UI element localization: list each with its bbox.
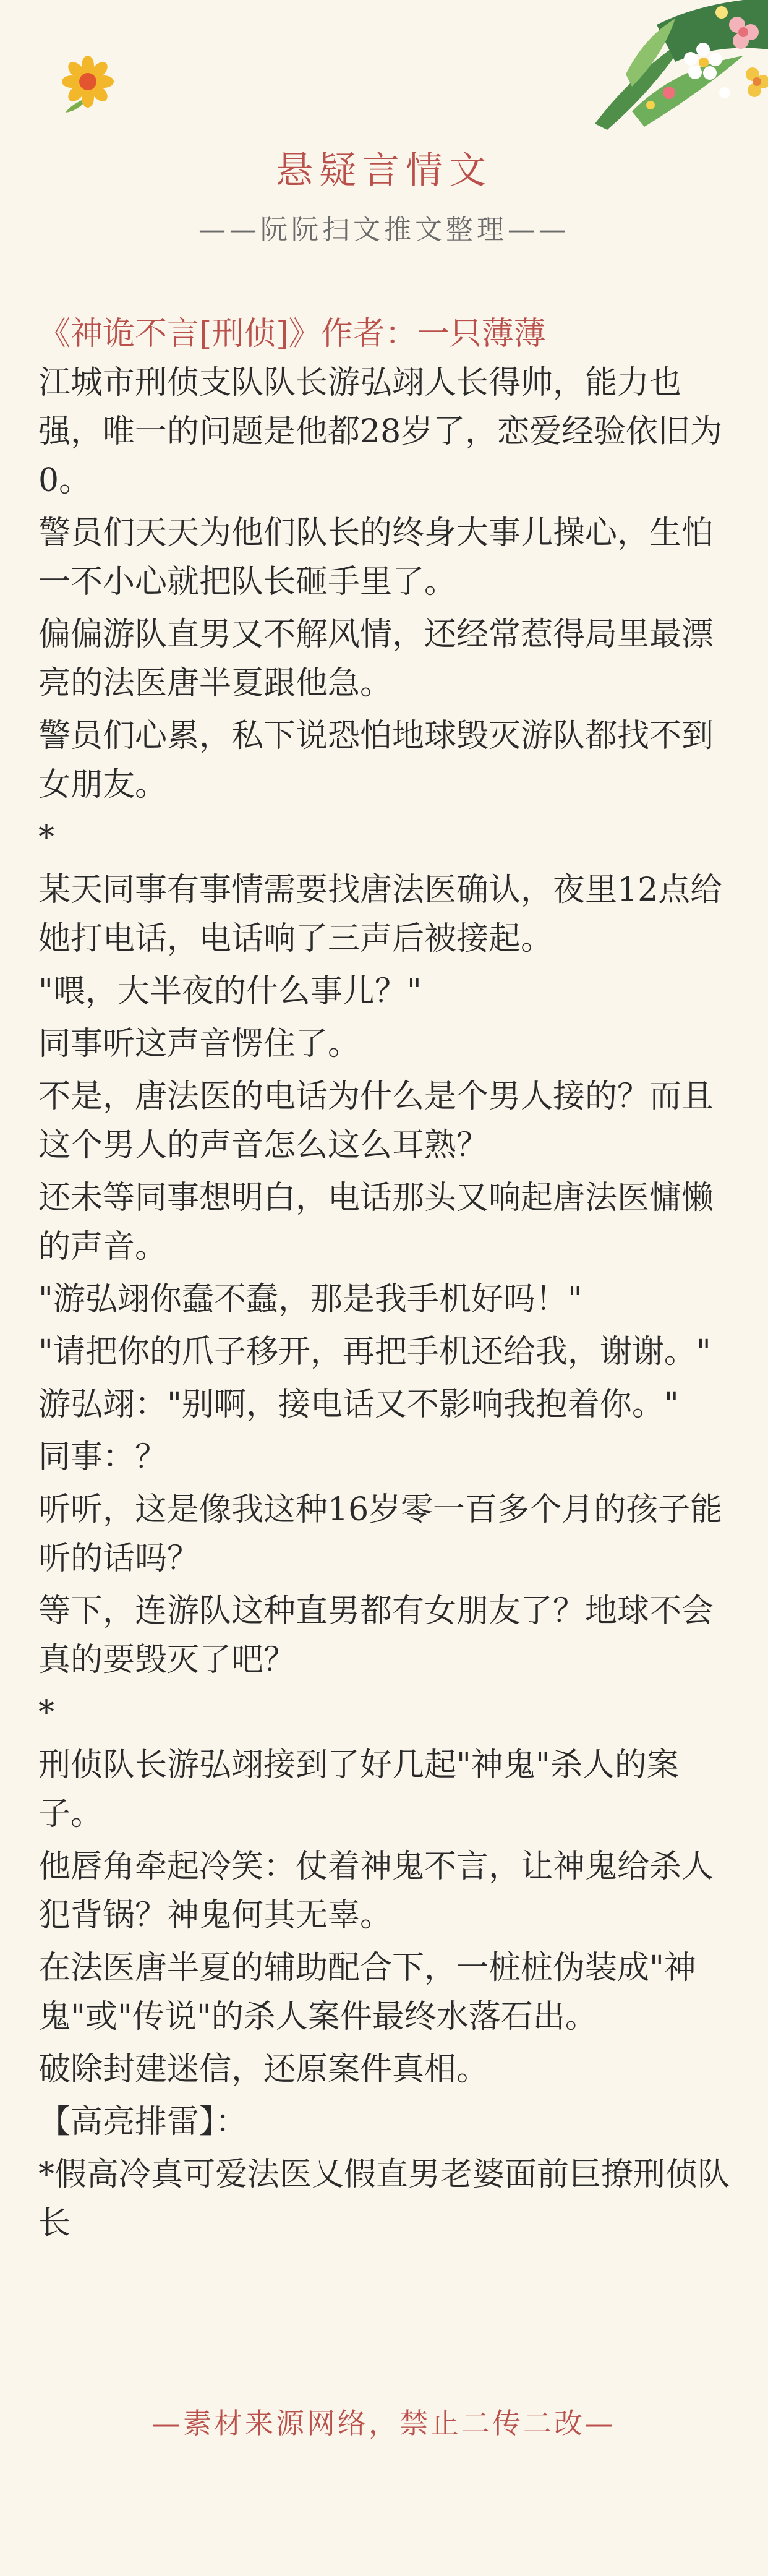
paragraph: 某天同事有事情需要找唐法医确认，夜里12点给她打电话，电话响了三声后被接起。	[38, 871, 723, 957]
section-separator: *	[38, 1694, 54, 1731]
paragraph: 游弘翊："别啊，接电话又不影响我抱着你。"	[38, 1386, 679, 1423]
paragraph: 警员们心累，私下说恐怕地球毁灭游队都找不到女朋友。	[38, 717, 714, 803]
paragraph: 他唇角牵起冷笑：仗着神鬼不言，让神鬼给杀人犯背锅？神鬼何其无辜。	[38, 1848, 714, 1934]
section-separator: *	[38, 819, 54, 856]
paragraph: 不是，唐法医的电话为什么是个男人接的？而且这个男人的声音怎么这么耳熟？	[38, 1078, 714, 1164]
watermark	[291, 2536, 550, 2567]
paragraph: "喂，大半夜的什么事儿？"	[38, 973, 422, 1010]
paragraph: 听听，这是像我这种16岁零一百多个月的孩子能听的话吗？	[38, 1491, 723, 1577]
page-header	[0, 146, 768, 249]
flower-bouquet-decoration	[558, 0, 768, 130]
warning-heading: 【高亮排雷】：	[38, 2103, 248, 2141]
article-body	[38, 309, 737, 2252]
paragraph: "游弘翊你蠢不蠢，那是我手机好吗！"	[38, 1281, 582, 1318]
paragraph: 刑侦队长游弘翊接到了好几起"神鬼"杀人的案子。	[38, 1747, 679, 1833]
paragraph: 同事：？	[38, 1439, 168, 1476]
paragraph: 同事听这声音愣住了。	[38, 1025, 361, 1063]
warning-item: *假高冷真可爱法医乂假直男老婆面前巨撩刑侦队长	[38, 2156, 730, 2242]
paragraph: 在法医唐半夏的辅助配合下，一桩桩伪装成"神鬼"或"传说"的杀人案件最终水落石出。	[38, 1949, 696, 2035]
paragraph: 偏偏游队直男又不解风情，还经常惹得局里最漂亮的法医唐半夏跟他急。	[38, 616, 714, 702]
page-subtitle: ——阮阮扫文推文整理——	[198, 214, 570, 246]
book-title: 《神诡不言[刑侦]》作者：一只薄薄	[38, 315, 546, 353]
sunflower-icon	[57, 51, 119, 113]
paragraph: "请把你的爪子移开，再把手机还给我，谢谢。"	[38, 1333, 711, 1371]
page-footer: —素材来源网络，禁止二传二改—	[152, 2407, 616, 2440]
paragraph: 江城市刑侦支队队长游弘翊人长得帅，能力也强，唯一的问题是他都28岁了，恋爱经验依旧为0。	[38, 364, 723, 499]
paragraph: 破除封建迷信，还原案件真相。	[38, 2051, 489, 2088]
paragraph: 还未等同事想明白，电话那头又响起唐法医慵懒的声音。	[38, 1179, 714, 1265]
paragraph: 警员们天天为他们队长的终身大事儿操心，生怕一不小心就把队长砸手里了。	[38, 515, 714, 601]
paragraph: 等下，连游队这种直男都有女朋友了？地球不会真的要毁灭了吧？	[38, 1593, 714, 1679]
page-title: 悬疑言情文	[276, 149, 492, 192]
